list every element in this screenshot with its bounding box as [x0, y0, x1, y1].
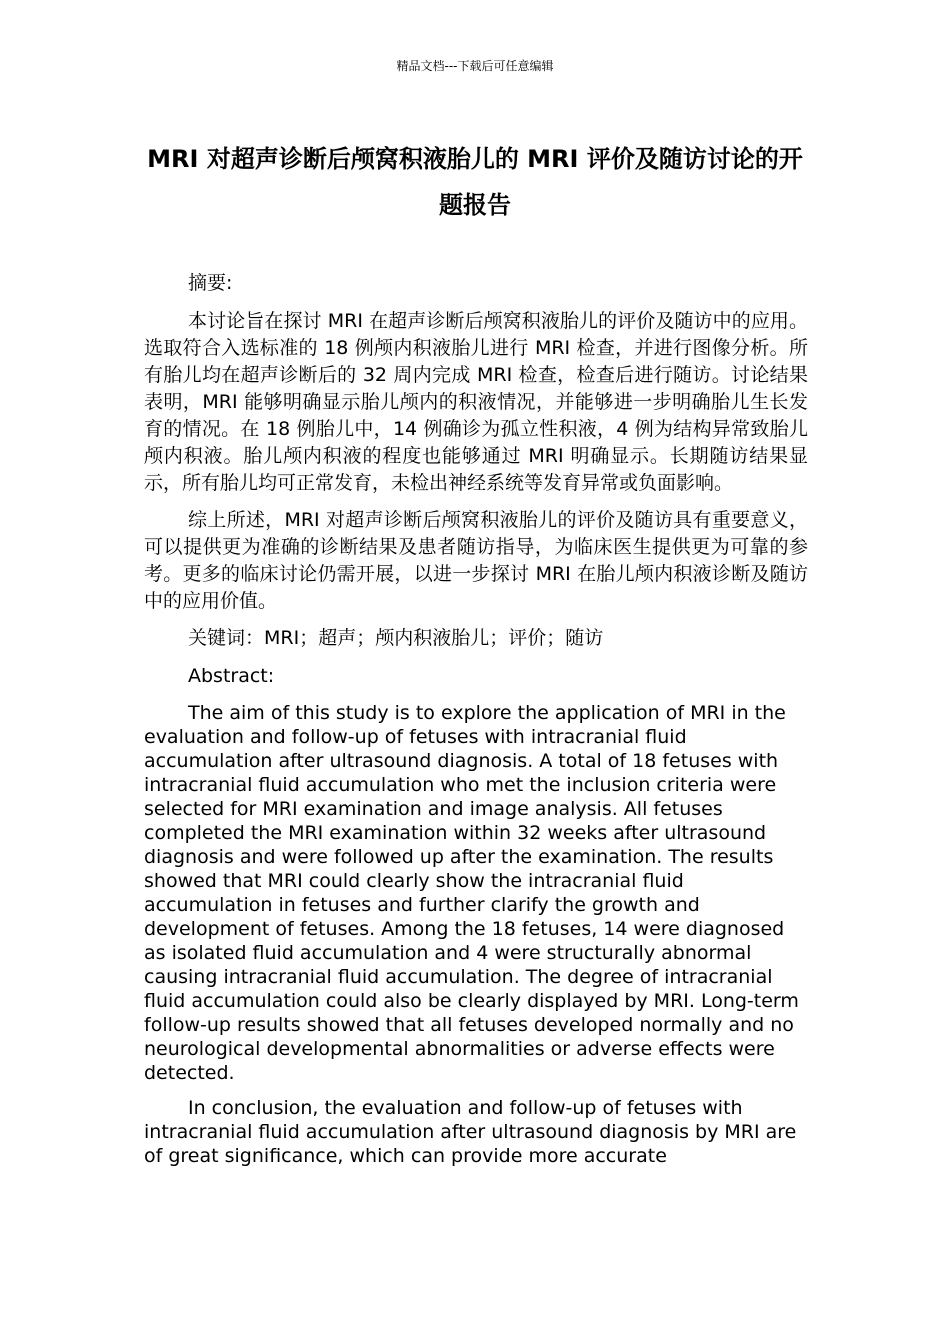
- abstract-en-paragraph-1: The aim of this study is to explore the application of MRI in the evaluation and follow-up of fetuses with intracranial fluid accumulation after ultrasound diagnosis. A total of 18 fetuses with intracranial fluid accumulation who met the inclusion criteria were selected for MRI examination and image analysis. All fetuses completed the MRI examination within 32 weeks after ultrasound diagnosis and were followed up after the examination. The results showed that MRI could clearly show the intracranial fluid accumulation in fetuses and further clarify the growth and development of fetuses. Among the 18 fetuses, 14 were diagnosed as isolated fluid accumulation and 4 were structurally abnormal causing intracranial fluid accumulation. The degree of intracranial fluid accumulation could also be clearly displayed by MRI. Long-term follow-up results showed that all fetuses developed normally and no neurological developmental abnormalities or adverse effects were detected.: [144, 702, 799, 1084]
- document-body: [144, 270, 808, 1179]
- page-title: MRI 对超声诊断后颅窝积液胎儿的 MRI 评价及随访讨论的开题报告: [147, 145, 803, 219]
- keywords-cn: 关键词：MRI；超声；颅内积液胎儿；评价；随访: [188, 627, 604, 649]
- abstract-label-en: Abstract:: [188, 665, 275, 687]
- header-note: 精品文档---下载后可任意编辑: [396, 59, 554, 73]
- abstract-en-paragraph-2: In conclusion, the evaluation and follow-up of fetuses with intracranial fluid accumulation after ultrasound diagnosis by MRI are of great significance, which can provide more accurate: [144, 1097, 797, 1167]
- abstract-cn-paragraph-1: 本讨论旨在探讨 MRI 在超声诊断后颅窝积液胎儿的评价及随访中的应用。选取符合入选标准的 18 例颅内积液胎儿进行 MRI 检查，并进行图像分析。所有胎儿均在超声诊断后的 32 周内完成 MRI 检查，检查后进行随访。讨论结果表明，MRI 能够明确显示胎儿颅内的积液情况，并能够进一步明确胎儿生长发育的情况。在 18 例胎儿中，14 例确诊为孤立性积液，4 例为结构异常致胎儿颅内积液。胎儿颅内积液的程度也能够通过 MRI 明确显示。长期随访结果显示，所有胎儿均可正常发育，未检出神经系统等发育异常或负面影响。: [144, 310, 808, 494]
- abstract-label-cn: 摘要:: [188, 272, 233, 294]
- abstract-cn-paragraph-2: 综上所述，MRI 对超声诊断后颅窝积液胎儿的评价及随访具有重要意义，可以提供更为准确的诊断结果及患者随访指导，为临床医生提供更为可靠的参考。更多的临床讨论仍需开展，以进一步探讨 MRI 在胎儿颅内积液诊断及随访中的应用价值。: [144, 509, 808, 612]
